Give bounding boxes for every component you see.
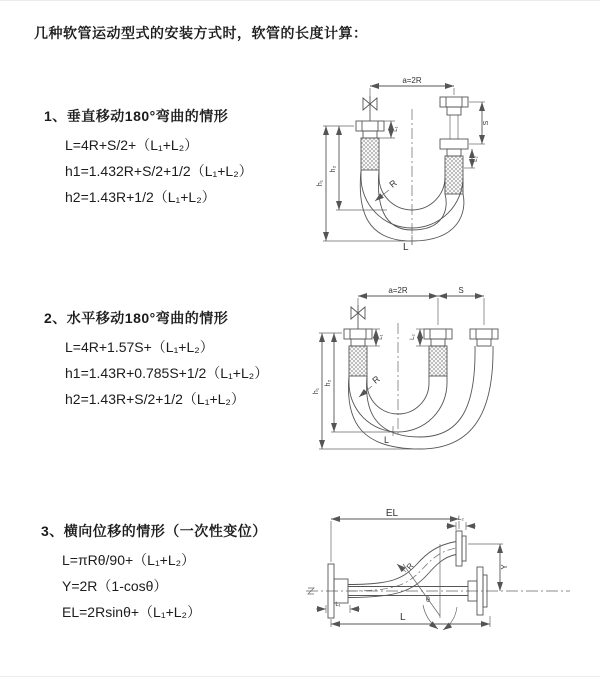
diagram-lateral-displacement (300, 506, 596, 651)
dim-l2 (446, 516, 476, 530)
dim-s (438, 286, 484, 296)
dim-l1 (316, 602, 360, 613)
dim-label-a2r: a=2R (388, 286, 408, 295)
formula-line: EL=2Rsinθ+（L₁+L₂） (62, 604, 201, 620)
dim-label-h1: h₁ (317, 179, 324, 187)
dim-label-l1: L₁ (393, 126, 399, 132)
dim-label-a2r: a=2R (402, 76, 422, 85)
middle-connector-original-position (424, 329, 452, 376)
dim-label-h2: h₂ (330, 165, 337, 173)
dim-label-l: L (384, 435, 390, 445)
valve-icon (363, 96, 377, 121)
section-1-formulas (44, 132, 253, 210)
section-3-formulas (41, 547, 267, 625)
dim-label-l: L (403, 242, 409, 253)
braided-hose-section (429, 346, 447, 376)
dim-label-l2: L₂ (410, 334, 416, 340)
section-1-heading: 1、垂直移动180°弯曲的情形 (44, 108, 229, 124)
dim-label-r: R (370, 373, 382, 386)
hose-u-curves (348, 346, 493, 449)
page-title: 几种软管运动型式的安装方式时，软管的长度计算： (34, 25, 368, 41)
dim-l1 (367, 329, 384, 346)
formula-line: h2=1.43R+S/2+1/2（L₁+L₂） (65, 391, 245, 407)
dim-a2r (370, 76, 454, 96)
left-connector (344, 329, 372, 376)
section-2-heading: 2、水平移动180°弯曲的情形 (44, 310, 229, 326)
dim-label-r: R (387, 177, 399, 190)
dim-label-h1: h₁ (313, 387, 320, 395)
length-label (403, 235, 412, 253)
dim-label-el: EL (385, 508, 399, 519)
dim-label-l2: L₂ (473, 156, 479, 162)
dim-l2 (410, 329, 429, 346)
dim-label-r: R (404, 561, 416, 572)
dim-label-l1: L₁ (378, 334, 384, 340)
dim-l2 (464, 149, 479, 168)
dim-l (331, 612, 490, 627)
dim-label-h2: h₂ (325, 379, 332, 387)
formula-line: Y=2R（1-cosθ） (62, 578, 168, 594)
radius-callout (397, 561, 416, 572)
dim-label-l: L (400, 612, 406, 623)
right-connector-moved-position (470, 329, 498, 346)
braided-hose-section (361, 138, 379, 170)
dim-label-s: S (483, 120, 490, 126)
dim-y (468, 544, 509, 591)
upper-flange-connector (456, 531, 466, 566)
formula-line: L=4R+S/2+（L₁+L₂） (65, 137, 199, 153)
dim-label-l1: L₁ (335, 602, 341, 608)
braided-hose-section (349, 346, 367, 376)
section-2 (44, 307, 268, 412)
dim-s (469, 102, 490, 144)
right-connector-positions (440, 97, 468, 194)
formula-line: L=πRθ/90+（L₁+L₂） (62, 552, 196, 568)
dim-label-theta: θ (426, 597, 430, 604)
dim-label-l2: L₂ (458, 516, 464, 522)
formula-line: L=4R+1.57S+（L₁+L₂） (65, 339, 214, 355)
dim-label-s: S (458, 286, 464, 295)
valve-icon (351, 305, 365, 329)
left-connector (356, 121, 384, 170)
formula-line: h1=1.43R+0.785S+1/2（L₁+L₂） (65, 365, 269, 381)
formula-line: h2=1.43R+1/2（L₁+L₂） (65, 189, 216, 205)
radius-callout (359, 373, 382, 397)
braided-hose-section (445, 156, 463, 194)
section-1 (44, 105, 253, 210)
section-3-heading: 3、横向位移的情形（一次性变位） (41, 523, 267, 539)
diagram-horizontal-180-bend (312, 283, 588, 461)
section-2-formulas (44, 334, 268, 412)
dim-l1 (378, 121, 399, 138)
formula-line: h1=1.432R+S/2+1/2（L₁+L₂） (65, 163, 253, 179)
dim-label-y: Y (500, 564, 509, 570)
section-3 (41, 520, 267, 625)
diagram-vertical-180-bend (312, 73, 588, 255)
dim-a2r (358, 286, 438, 296)
